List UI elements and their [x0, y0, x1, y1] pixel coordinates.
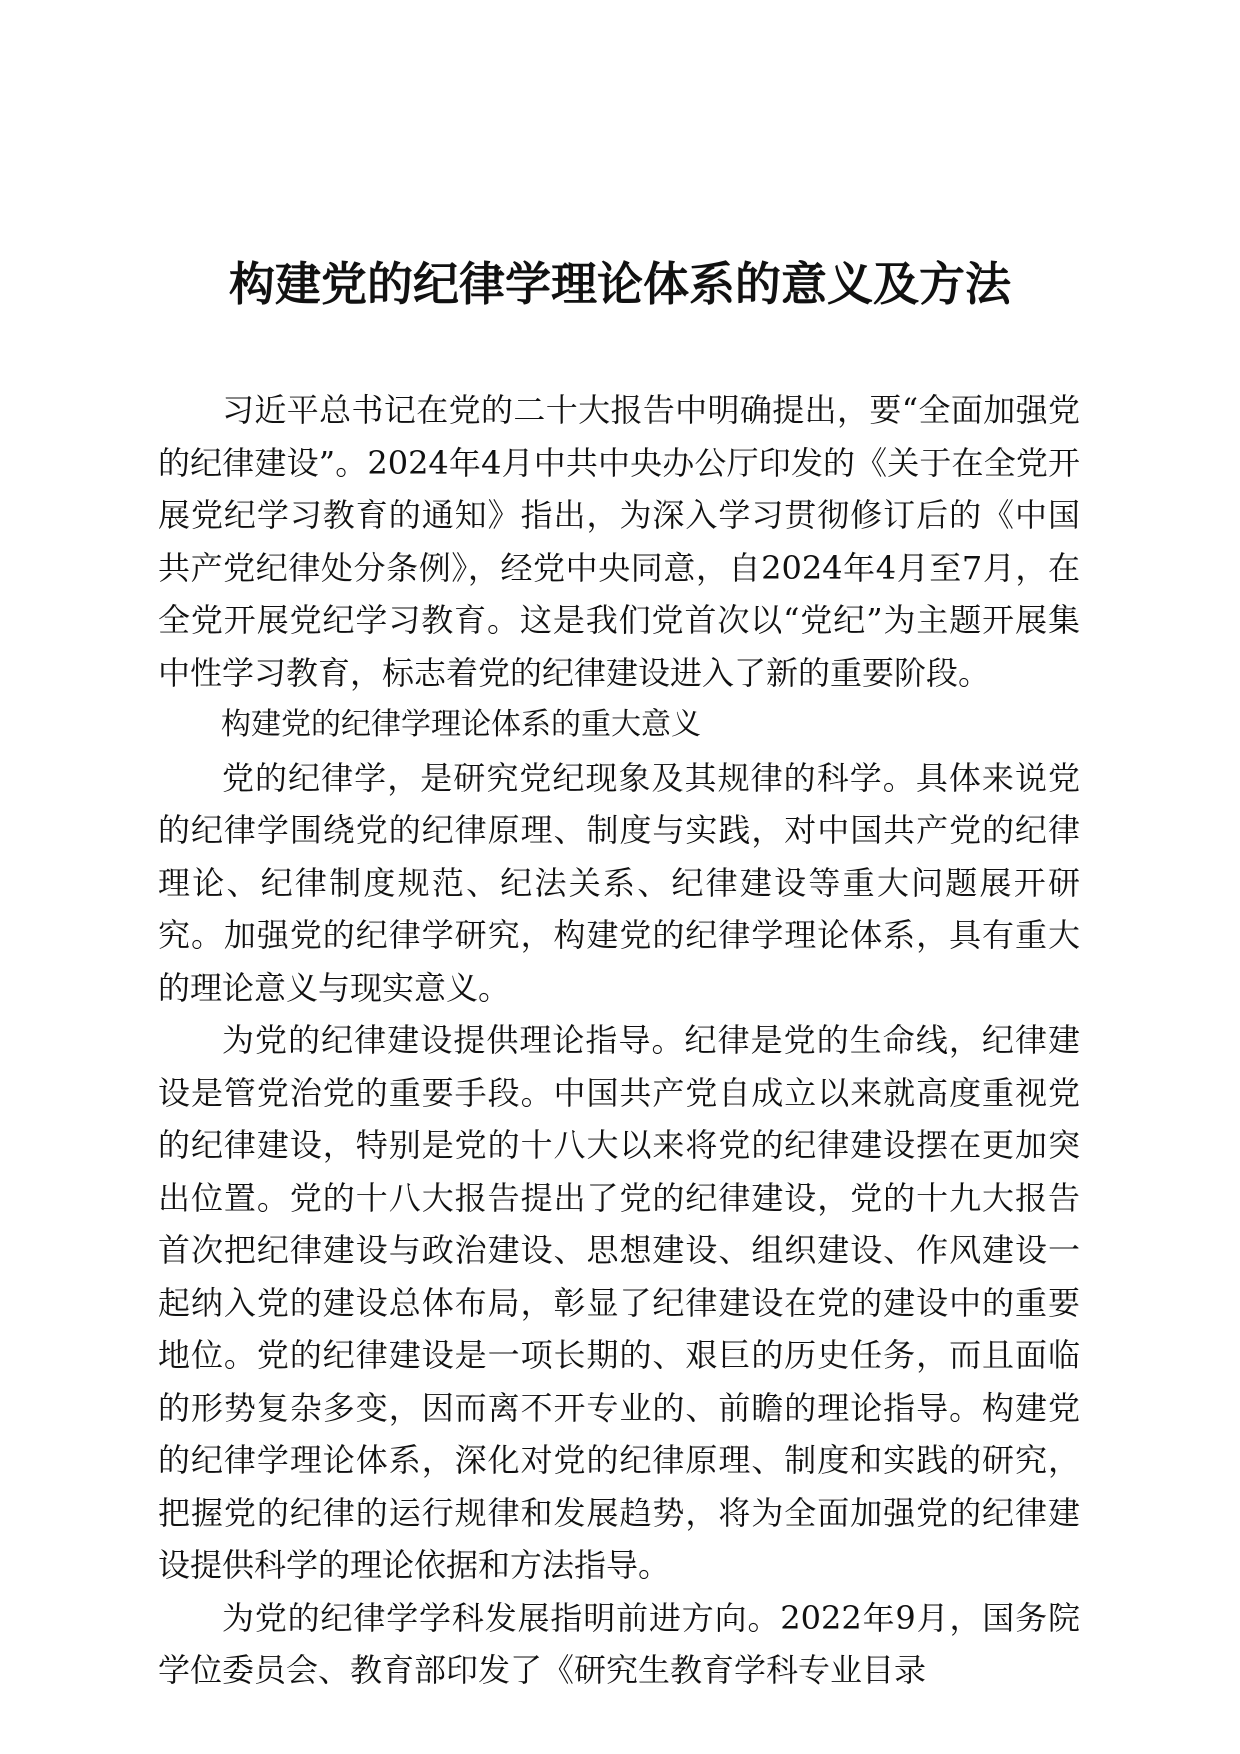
section-paragraph: 为党的纪律学学科发展指明前进方向。2022年9月，国务院学位委员会、教育部印发了《研究生教育学科专业目录 — [158, 1598, 1080, 1689]
section-heading: 构建党的纪律学理论体系的重大意义 — [221, 707, 701, 742]
intro-paragraph: 习近平总书记在党的二十大报告中明确提出，要“全面加强党的纪律建设”。2024年4月中共中央办公厅印发的《关于在全党开展党纪学习教育的通知》指出，为深入学习贯彻修订后的《中国共产党纪律处分条例》，经党中央同意，自2024年4月至7月，在全党开展党纪学习教育。这是我们党首次以“党纪”为主题开展集中性学习教育，标志着党的纪律建设进入了新的重要阶段。 — [158, 391, 1080, 692]
section-paragraph: 为党的纪律建设提供理论指导。纪律是党的生命线，纪律建设是管党治党的重要手段。中国共产党自成立以来就高度重视党的纪律建设，特别是党的十八大以来将党的纪律建设摆在更加突出位置。党的十八大报告提出了党的纪律建设，党的十九大报告首次把纪律建设与政治建设、思想建设、组织建设、作风建设一起纳入党的建设总体布局，彰显了纪律建设在党的建设中的重要地位。党的纪律建设是一项长期的、艰巨的历史任务，而且面临的形势复杂多变，因而离不开专业的、前瞻的理论指导。构建党的纪律学理论体系，深化对党的纪律原理、制度和实践的研究，把握党的纪律的运行规律和发展趋势，将为全面加强党的纪律建设提供科学的理论依据和方法指导。 — [158, 1021, 1080, 1584]
section-paragraph: 党的纪律学，是研究党纪现象及其规律的科学。具体来说党的纪律学围绕党的纪律原理、制度与实践，对中国共产党的纪律理论、纪律制度规范、纪法关系、纪律建设等重大问题展开研究。加强党的纪律学研究，构建党的纪律学理论体系，具有重大的理论意义与现实意义。 — [158, 758, 1080, 1007]
document-title: 构建党的纪律学理论体系的意义及方法 — [229, 257, 1011, 311]
document-body — [158, 384, 1080, 1697]
